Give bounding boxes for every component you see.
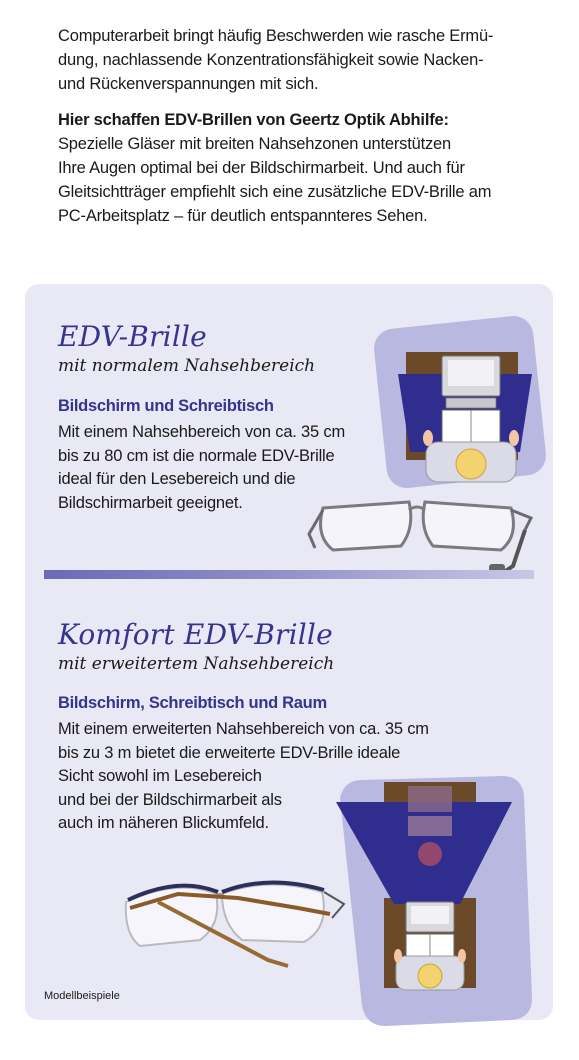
section-subtitle-normal: mit normalem Nahsehbereich xyxy=(58,356,316,376)
intro-line: PC-Arbeitsplatz – für deutlich entspannteres Sehen. xyxy=(58,207,428,225)
intro-line: Ihre Augen optimal bei der Bildschirmarbeit. Und auch für xyxy=(58,159,465,177)
glasses-illustration-tortoise xyxy=(118,868,350,970)
section-heading-screen-desk-room: Bildschirm, Schreibtisch und Raum xyxy=(58,694,327,712)
body-line: Mit einem Nahsehbereich von ca. 35 cm xyxy=(58,423,345,441)
section-divider xyxy=(44,570,534,579)
body-line: Bildschirmarbeit geeignet. xyxy=(58,493,243,512)
body-line: ideal für den Lesebereich und die xyxy=(58,470,296,488)
workspace-illustration-normal xyxy=(370,312,570,502)
intro-paragraph-2 xyxy=(58,108,528,228)
section-title-edv-brille: EDV-Brille xyxy=(58,320,207,353)
section-heading-screen-desk: Bildschirm und Schreibtisch xyxy=(58,397,274,415)
body-line: und bei der Bildschirmarbeit als xyxy=(58,790,282,809)
section-subtitle-extended: mit erweitertem Nahsehbereich xyxy=(58,654,335,674)
intro-bold-lead: Hier schaffen EDV-Brillen von Geertz Optik Abhilfe: xyxy=(58,111,449,129)
section-body-normal xyxy=(58,421,368,515)
body-line: Mit einem erweiterten Nahsehbereich von ca. 35 cm xyxy=(58,720,429,738)
body-line: Sicht sowohl im Lesebereich xyxy=(58,767,262,785)
intro-line: und Rückenverspannungen mit sich. xyxy=(58,75,319,93)
section-title-komfort-edv-brille: Komfort EDV-Brille xyxy=(58,618,333,651)
intro-text xyxy=(58,24,528,240)
intro-line: Gleitsichtträger empfiehlt sich eine zusätzliche EDV-Brille am xyxy=(58,183,492,201)
body-line: bis zu 80 cm ist die normale EDV-Brille xyxy=(58,446,335,465)
intro-line: Computerarbeit bringt häufig Beschwerden wie rasche Ermü- xyxy=(58,27,494,45)
body-line: auch im näheren Blickumfeld. xyxy=(58,814,269,832)
body-line: bis zu 3 m bietet die erweiterte EDV-Brille ideale xyxy=(58,743,401,762)
workspace-illustration-extended xyxy=(326,772,536,1027)
intro-paragraph-1 xyxy=(58,24,528,96)
intro-line: dung, nachlassende Konzentrationsfähigkeit sowie Nacken- xyxy=(58,51,484,69)
footnote-model-examples: Modellbeispiele xyxy=(44,990,120,1002)
intro-line: Spezielle Gläser mit breiten Nahsehzonen unterstützen xyxy=(58,135,451,153)
